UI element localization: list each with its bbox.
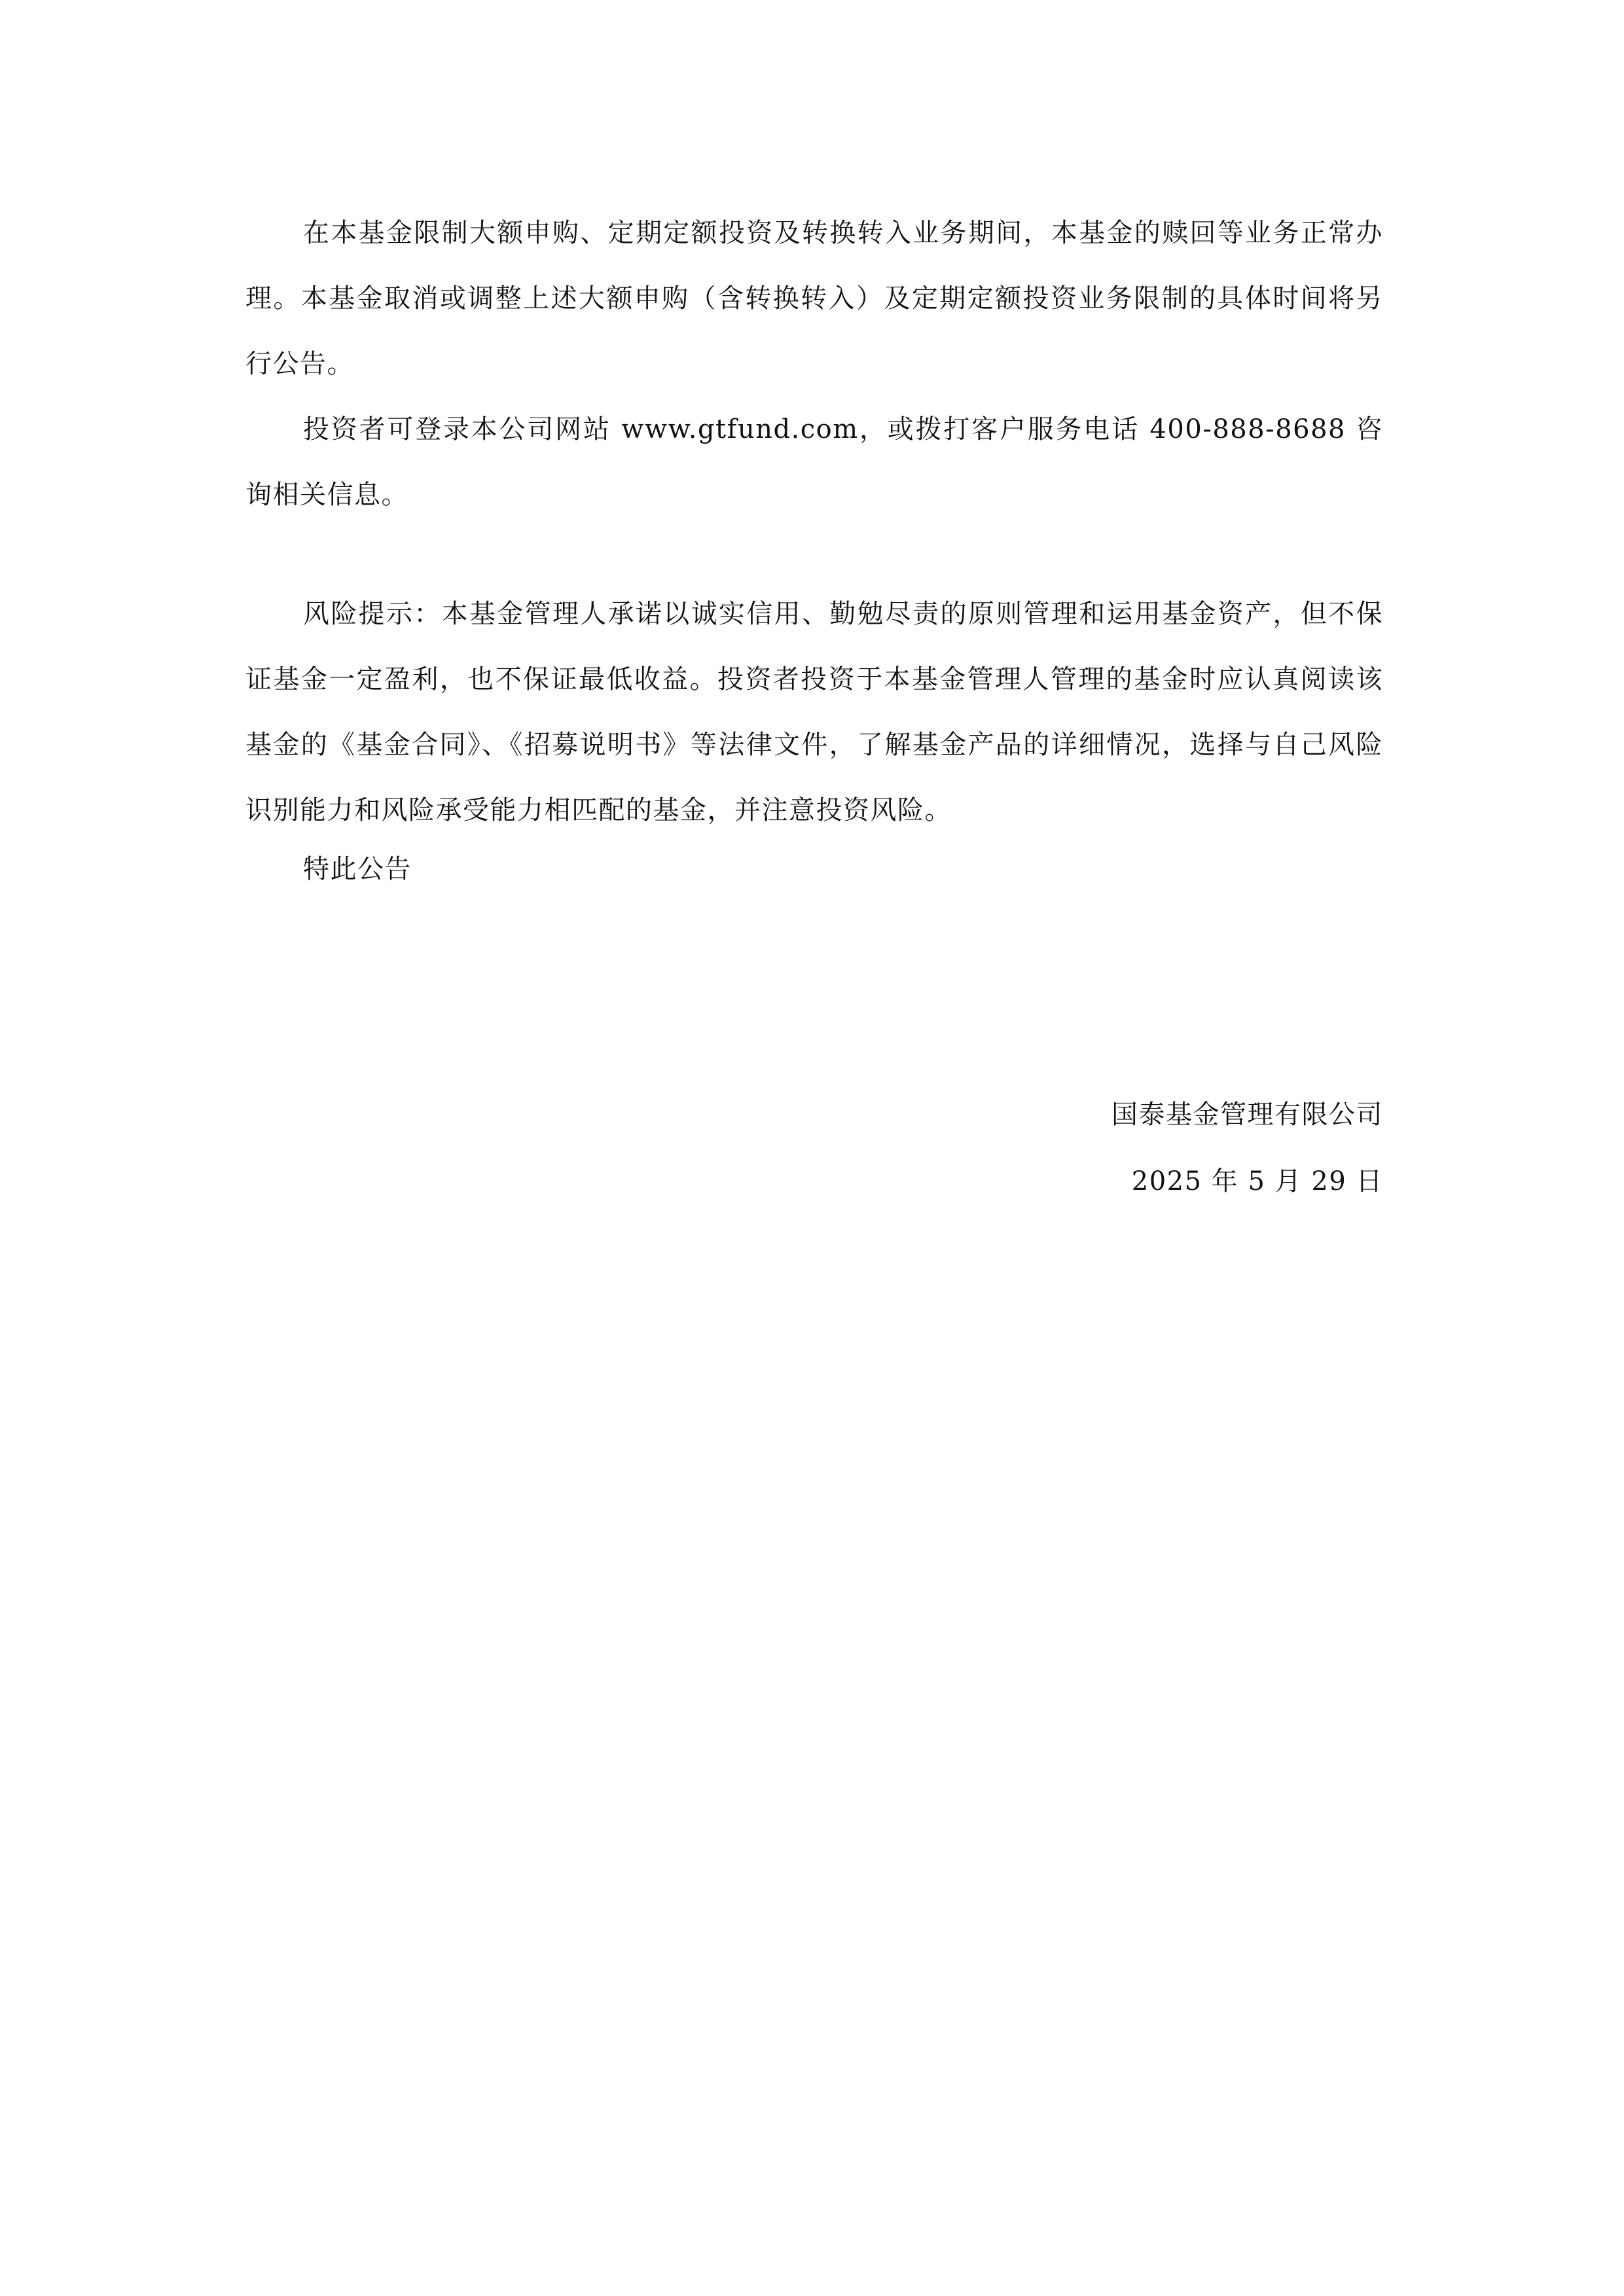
contact-info-paragraph: 投资者可登录本公司网站 www.gtfund.com，或拨打客户服务电话 400-888-8688 咨询相关信息。 bbox=[245, 414, 1383, 510]
company-name: 国泰基金管理有限公司 bbox=[1111, 1100, 1383, 1130]
risk-warning-paragraph: 风险提示：本基金管理人承诺以诚实信用、勤勉尽责的原则管理和运用基金资产，但不保证基金一定盈利，也不保证最低收益。投资者投资于本基金管理人管理的基金时应认真阅读该基金的《基金合同》、《招募说明书》等法律文件，了解基金产品的详细情况，选择与自己风险识别能力和风险承受能力相匹配的基金，并注意投资风险。 bbox=[245, 599, 1383, 825]
closing-paragraph: 特此公告 bbox=[303, 854, 412, 884]
business-notice-paragraph: 在本基金限制大额申购、定期定额投资及转换转入业务期间，本基金的赎回等业务正常办理。本基金取消或调整上述大额申购（含转换转入）及定期定额投资业务限制的具体时间将另行公告。 bbox=[245, 218, 1383, 379]
signature-date: 2025 年 5 月 29 日 bbox=[1131, 1166, 1383, 1196]
